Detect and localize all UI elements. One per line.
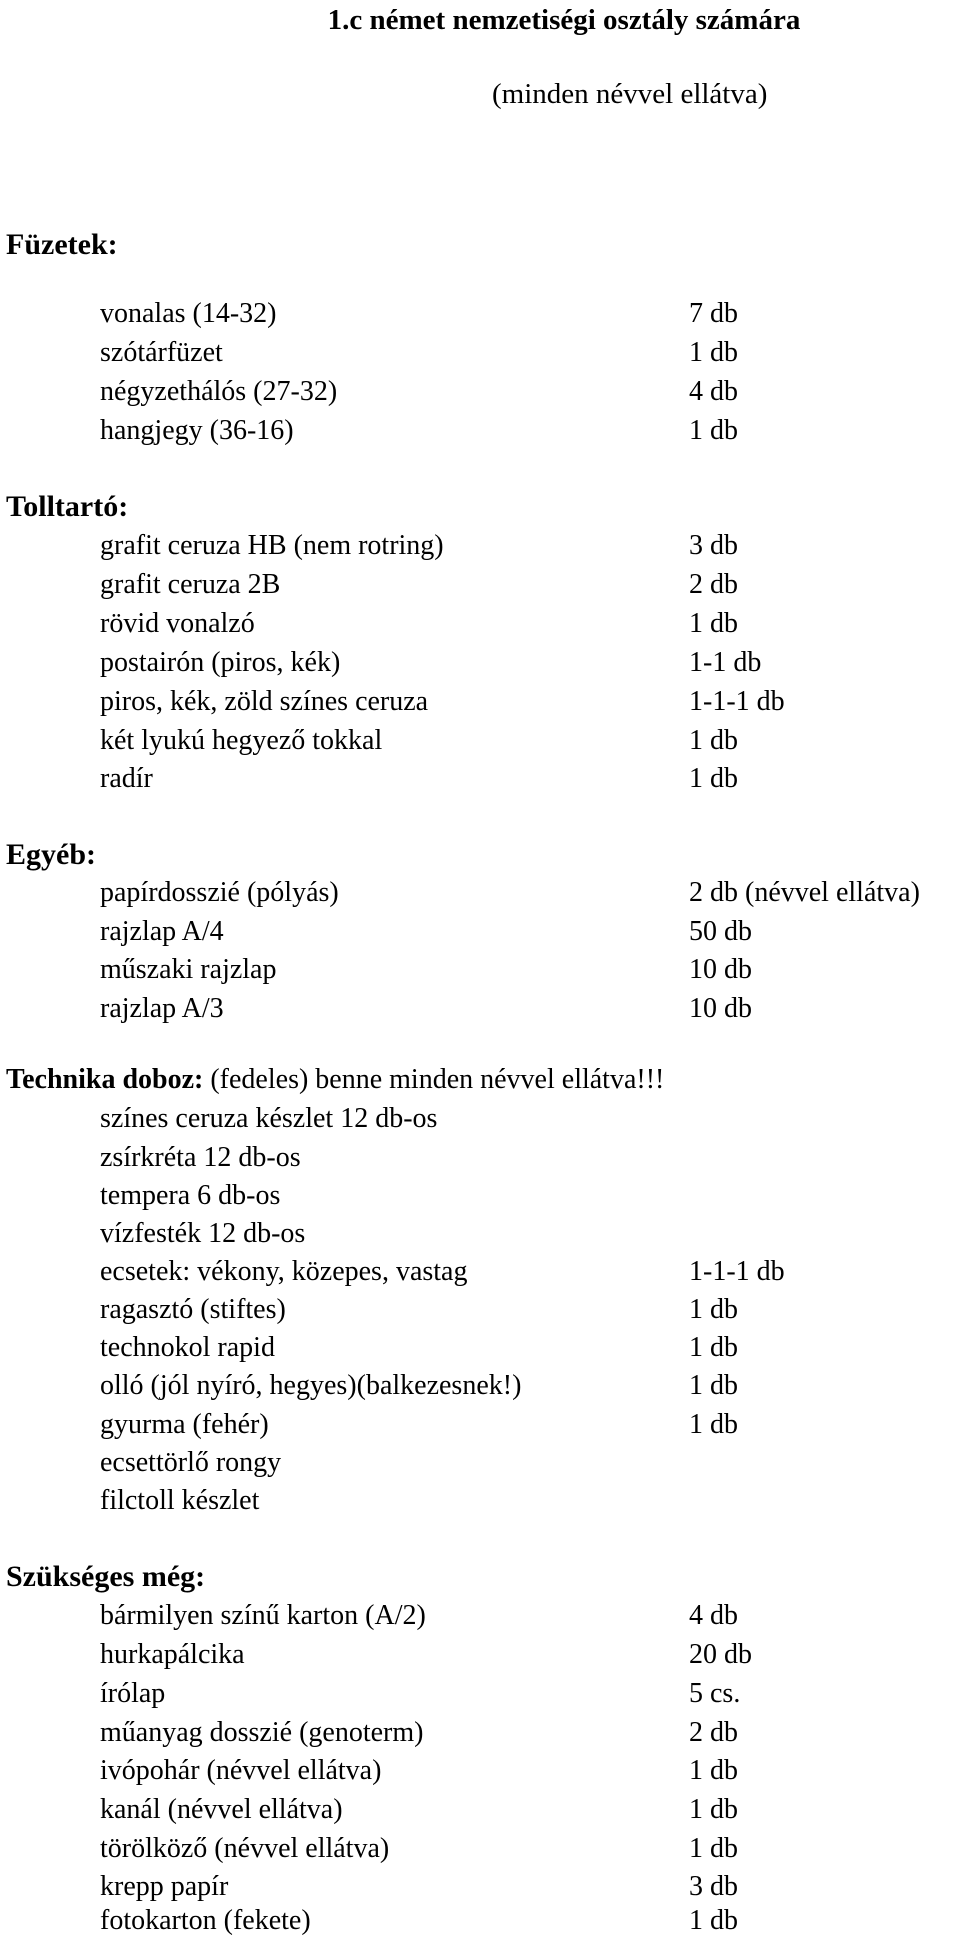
list-item	[100, 954, 960, 988]
item-name: zsírkréta 12 db-os	[100, 1142, 301, 1173]
list-item	[100, 1180, 960, 1214]
item-name: ivópohár (névvel ellátva)	[100, 1755, 382, 1786]
item-name: színes ceruza készlet 12 db-os	[100, 1103, 438, 1134]
list-item	[100, 1294, 960, 1328]
list-item	[100, 1755, 960, 1789]
item-name: rövid vonalzó	[100, 608, 255, 639]
item-name: ecsettörlő rongy	[100, 1447, 282, 1478]
item-name: technokol rapid	[100, 1332, 275, 1363]
technika-doboz-line	[6, 1064, 664, 1096]
item-name: grafit ceruza 2B	[100, 569, 281, 600]
item-qty: 1 db	[689, 1294, 738, 1325]
item-name: piros, kék, zöld színes ceruza	[100, 686, 429, 717]
list-item	[100, 1218, 960, 1252]
list-item	[100, 376, 960, 410]
list-item	[100, 993, 960, 1027]
list-item	[100, 916, 960, 950]
item-name: szótárfüzet	[100, 337, 223, 368]
section-heading-tolltarto: Tolltartó:	[6, 490, 129, 523]
item-name: postairón (piros, kék)	[100, 647, 341, 678]
section-heading-technika: Technika doboz:	[6, 1064, 204, 1095]
item-qty: 1 db	[689, 1833, 738, 1864]
technika-note: (fedeles) benne minden névvel ellátva!!!	[203, 1064, 665, 1095]
item-name: radír	[100, 763, 153, 794]
item-name: vízfesték 12 db-os	[100, 1218, 306, 1249]
list-item	[100, 1256, 960, 1290]
item-qty: 1 db	[689, 763, 738, 794]
section-heading-szukseges: Szükséges még:	[6, 1560, 206, 1593]
item-name: gyurma (fehér)	[100, 1409, 269, 1440]
item-qty: 2 db (névvel ellátva)	[689, 877, 920, 908]
item-qty: 1 db	[689, 725, 738, 756]
item-qty: 50 db	[689, 916, 752, 947]
list-item	[100, 1871, 960, 1905]
item-qty: 3 db	[689, 530, 738, 561]
item-name: két lyukú hegyező tokkal	[100, 725, 383, 756]
item-name: hangjegy (36-16)	[100, 415, 294, 446]
item-qty: 1 db	[689, 337, 738, 368]
item-name: műanyag dosszié (genoterm)	[100, 1717, 424, 1748]
item-qty: 1 db	[689, 1905, 738, 1936]
list-item	[100, 530, 960, 564]
list-item	[100, 298, 960, 332]
item-qty: 1-1-1 db	[689, 686, 785, 717]
list-item	[100, 1833, 960, 1867]
list-item	[100, 337, 960, 371]
item-qty: 4 db	[689, 376, 738, 407]
item-qty: 10 db	[689, 993, 752, 1024]
item-qty: 20 db	[689, 1639, 752, 1670]
item-name: hurkapálcika	[100, 1639, 245, 1670]
list-item	[100, 725, 960, 759]
item-name: ecsetek: vékony, közepes, vastag	[100, 1256, 468, 1287]
section-heading-egyeb: Egyéb:	[6, 838, 96, 871]
list-item	[100, 569, 960, 603]
item-qty: 3 db	[689, 1871, 738, 1902]
list-item	[100, 1447, 960, 1481]
item-name: fotokarton (fekete)	[100, 1905, 311, 1936]
item-qty: 2 db	[689, 1717, 738, 1748]
item-name: krepp papír	[100, 1871, 229, 1902]
list-item	[100, 877, 960, 911]
item-qty: 7 db	[689, 298, 738, 329]
list-item	[100, 647, 960, 681]
section-heading-fuzetek: Füzetek:	[6, 228, 118, 261]
list-item	[100, 686, 960, 720]
item-qty: 1 db	[689, 1794, 738, 1825]
item-qty: 2 db	[689, 569, 738, 600]
item-name: bármilyen színű karton (A/2)	[100, 1600, 426, 1631]
list-item	[100, 1142, 960, 1176]
item-name: grafit ceruza HB (nem rotring)	[100, 530, 444, 561]
item-name: ragasztó (stiftes)	[100, 1294, 286, 1325]
item-name: olló (jól nyíró, hegyes)(balkezesnek!)	[100, 1370, 522, 1401]
item-qty: 1 db	[689, 1332, 738, 1363]
item-qty: 1-1 db	[689, 647, 762, 678]
item-qty: 10 db	[689, 954, 752, 985]
list-item	[100, 415, 960, 449]
item-name: papírdosszié (pólyás)	[100, 877, 339, 908]
list-item	[100, 1600, 960, 1634]
page-subtitle: (minden névvel ellátva)	[492, 78, 768, 110]
item-name: tempera 6 db-os	[100, 1180, 281, 1211]
item-qty: 1 db	[689, 1755, 738, 1786]
page-title: 1.c német nemzetiségi osztály számára	[327, 4, 801, 36]
item-qty: 1 db	[689, 1370, 738, 1401]
item-name: rajzlap A/3	[100, 993, 224, 1024]
item-name: törölköző (névvel ellátva)	[100, 1833, 390, 1864]
item-name: filctoll készlet	[100, 1485, 260, 1516]
item-name: írólap	[100, 1678, 166, 1709]
item-qty: 4 db	[689, 1600, 738, 1631]
list-item	[100, 1370, 960, 1404]
item-name: vonalas (14-32)	[100, 298, 277, 329]
list-item	[100, 608, 960, 642]
list-item	[100, 1332, 960, 1366]
item-name: rajzlap A/4	[100, 916, 224, 947]
list-item	[100, 1409, 960, 1443]
item-qty: 5 cs.	[689, 1678, 741, 1709]
list-item	[100, 1717, 960, 1751]
list-item	[100, 1905, 960, 1939]
list-item	[100, 1794, 960, 1828]
item-name: négyzethálós (27-32)	[100, 376, 338, 407]
list-item	[100, 1639, 960, 1673]
item-qty: 1 db	[689, 1409, 738, 1440]
item-name: kanál (névvel ellátva)	[100, 1794, 343, 1825]
item-qty: 1 db	[689, 415, 738, 446]
list-item	[100, 1103, 960, 1137]
item-name: műszaki rajzlap	[100, 954, 277, 985]
list-item	[100, 1678, 960, 1712]
item-qty: 1 db	[689, 608, 738, 639]
list-item	[100, 1485, 960, 1519]
list-item	[100, 763, 960, 797]
item-qty: 1-1-1 db	[689, 1256, 785, 1287]
